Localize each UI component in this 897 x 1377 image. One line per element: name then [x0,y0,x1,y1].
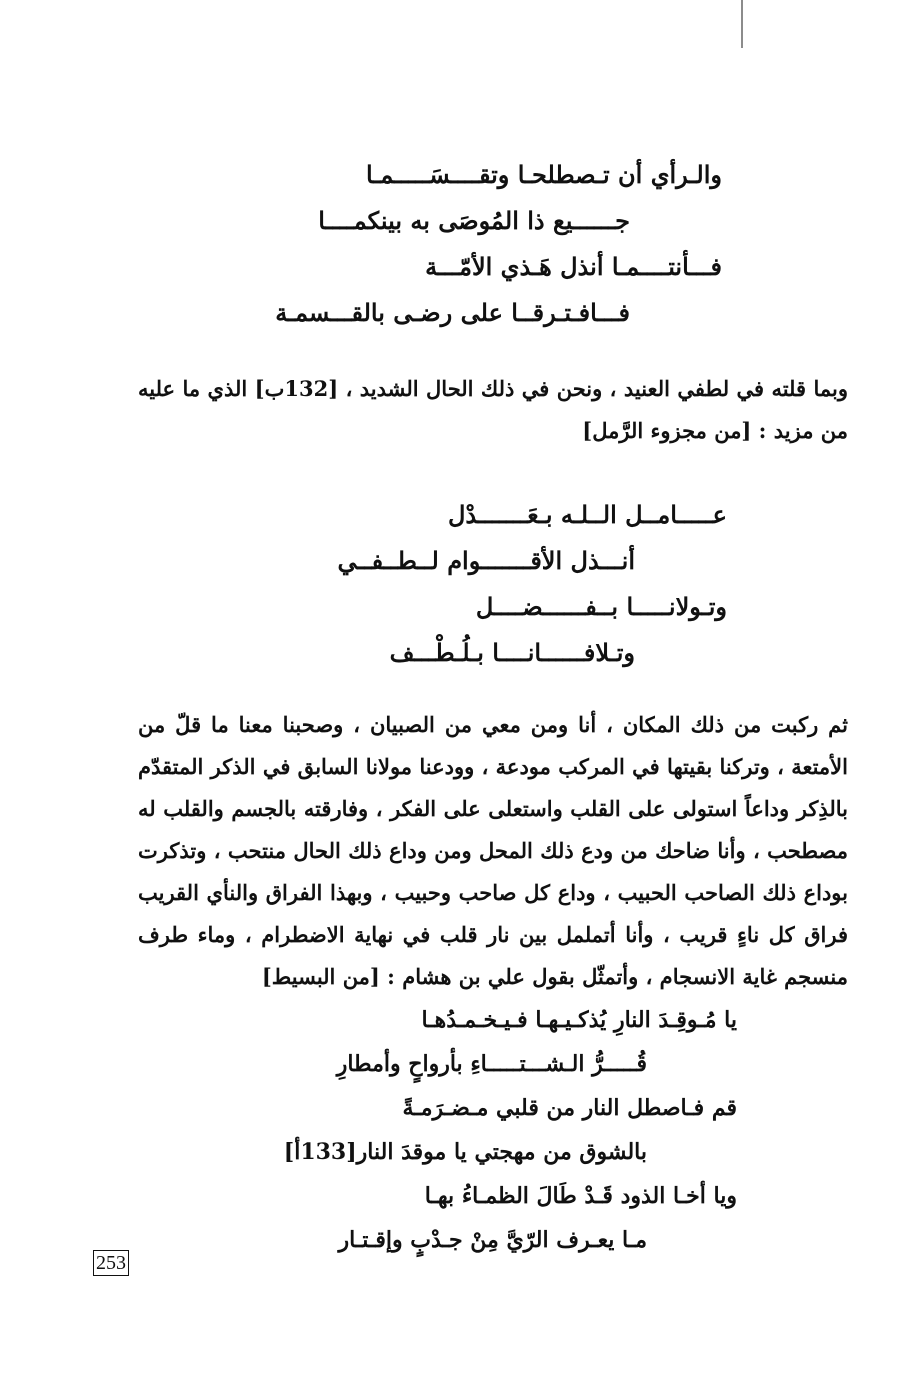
poem-2-line: وتـولانـــــا بــفــــــضــــل [475,592,727,621]
poem-3 [137,998,737,1262]
poem-1-line: والـرأي أن تـصطلحـا وتقــــسَـــــمـا [366,160,722,189]
paragraph-1 [138,368,848,452]
poem-2-line: وتـلافــــــانــــا بـلُـطْـــف [389,638,635,667]
poem-1-line: فـــأنتــــمـا أنذل هَـذي الأمّـــة [425,252,722,281]
paragraph-2 [138,704,848,998]
page-edge-rule [741,0,743,48]
paragraph-2-text: ثم ركبت من ذلك المكان ، أنا ومن معي من الصبيان ، وصحبنا معنا ما قلّ من الأمتعة ، وتركنا بقيتها في المركب مودعة ، وودعنا مولانا السابق في الذكر المتقدّم بالذِكر وداعاً استولى على القلب واستعلى على الفكر ، وفارقته بالجسم والقلب له مصطحب ، وأنا ضاحك من ودع ذلك المحل ومن وداع ذلك الحال منتحب ، وتذكرت بوداع ذلك الصاحب الحبيب ، وداع كل صاحب وحبيب ، وبهذا الفراق والنأي القريب فراق كل ناءٍ قريب ، وأنا أتململ بين نار قلب في نهاية الاضطرام ، وماء طرف منسجم غاية الانسجام ، وأتمثّل بقول علي بن هشام : [من البسيط] [138,712,848,989]
poem-2-line: عـــــامــل الــلـه بـعَـــــــدْل [447,500,727,529]
poem-2 [167,492,727,676]
poem-3-line: يا مُـوقِـدَ النارِ يُذكـيـهـا فـيـخـمـدُهـا [421,1007,737,1033]
poem-1-line: جــــــيع ذا المُوصَى به بينكمــــا [318,206,630,235]
poem-3-line: قم فـاصطل النار من قلبي مـضـرَمـةً [402,1095,737,1121]
poem-3-line: قُـــــرُّ الـشـــتـــــاءِ بأرواحٍ وأمطارِ [336,1051,647,1077]
poem-1 [162,152,722,336]
paragraph-1-text: وبما قلته في لطفي العنيد ، ونحن في ذلك الحال الشديد ، [132ب] الذي ما عليه من مزيد : [من مجزوء الرَّمل] [138,376,848,443]
poem-2-line: أنـــذل الأقـــــــوام لــطــفــي [337,546,635,575]
poem-1-line: فـــافـتـرقــا على رضـى بالقـــسمـة [275,298,630,327]
poem-3-line: ويا أخـا الذود قَـدْ طَالَ الظمـاءُ بهـا [424,1183,737,1209]
poem-3-line: مـا يعـرف الرّيَّ مِنْ جـدْبٍ وإقـتـار [338,1227,647,1253]
page-number: 253 [93,1250,129,1276]
poem-3-line: بالشوق من مهجتي يا موقدَ النار[133أ] [283,1139,647,1165]
